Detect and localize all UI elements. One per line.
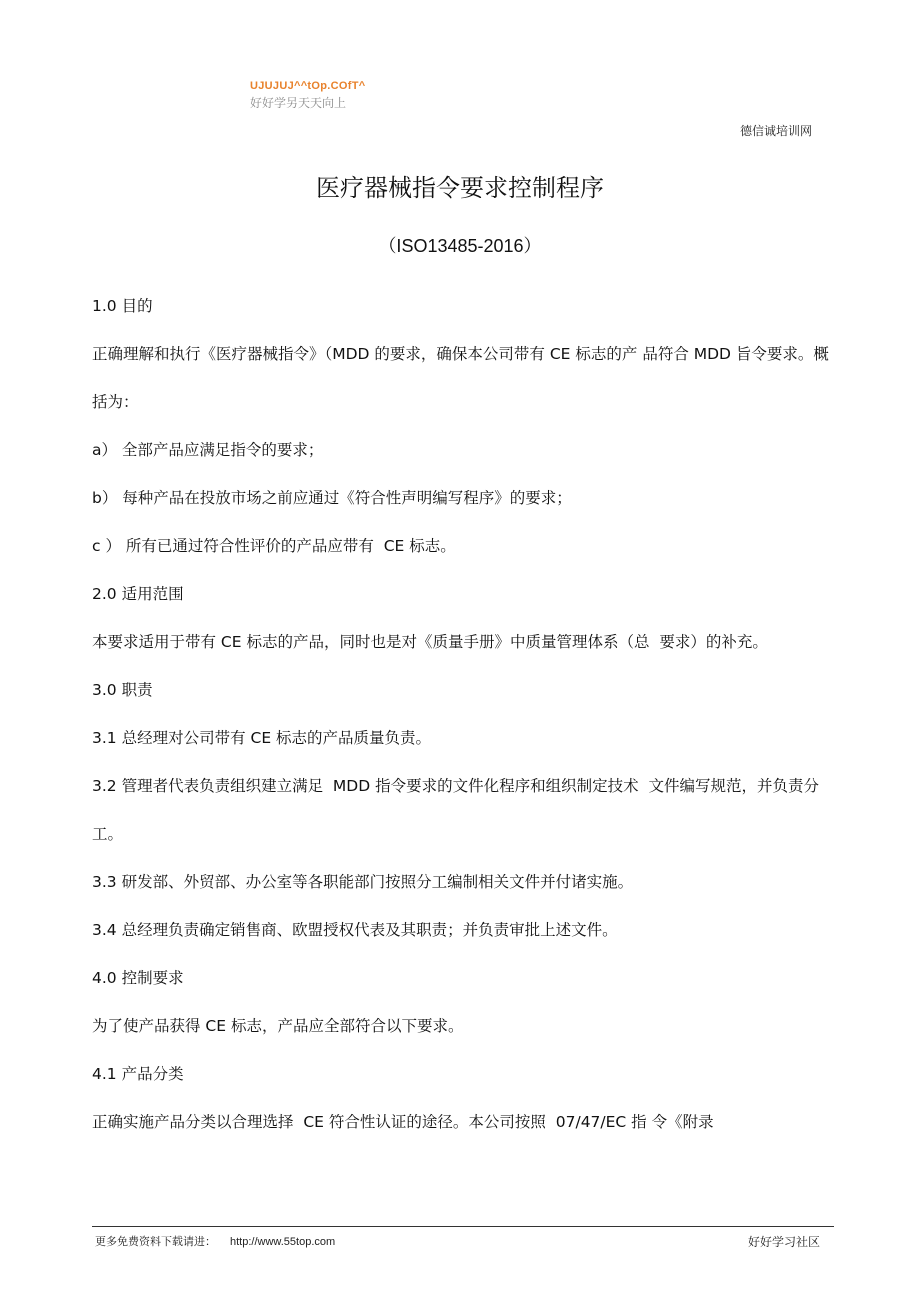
watermark-slogan: 好好学另天天向上 (250, 96, 347, 110)
paragraph-3-4: 3.4 总经理负责确定销售商、欧盟授权代表及其职责；并负责审批上述文件。 (92, 921, 618, 939)
footer-download (95, 1233, 335, 1249)
site-name: 德信诚培训网 (739, 124, 812, 138)
footer-url-link[interactable]: http://www.55top.com (230, 1236, 336, 1248)
document-body (92, 282, 838, 1146)
paragraph-3-2: 3.2 管理者代表负责组织建立满足 MDD 指令要求的文件化程序和组织制定技术 文件编写规范，并负责分工。 (92, 777, 819, 843)
watermark-code: UJUJUJ^^tOp.COfT^ (250, 80, 366, 92)
section-heading-control: 4.0 控制要求 (92, 969, 184, 987)
footer-divider (92, 1226, 834, 1227)
paragraph-classification: 正确实施产品分类以合理选择 CE 符合性认证的途径。本公司按照 07/47/EC 指 令《附录 (92, 1113, 714, 1131)
document-title: 医疗器械指令要求控制程序 (316, 174, 604, 202)
list-item-c: c ） 所有已通过符合性评价的产品应带有 CE 标志。 (92, 537, 456, 555)
paragraph-3-1: 3.1 总经理对公司带有 CE 标志的产品质量负责。 (92, 729, 432, 747)
document-subtitle: （ISO13485-2016） (378, 236, 542, 256)
footer-download-text: 更多免费资料下载请进： (95, 1235, 216, 1248)
list-item-b: b） 每种产品在投放市场之前应通过《符合性声明编写程序》的要求； (92, 489, 572, 507)
footer-community: 好好学习社区 (747, 1235, 820, 1249)
paragraph-scope: 本要求适用于带有 CE 标志的产品，同时也是对《质量手册》中质量管理体系（总 要求）的补充。 (92, 633, 768, 651)
section-heading-responsibilities: 3.0 职责 (92, 681, 153, 699)
section-heading-classification: 4.1 产品分类 (92, 1065, 184, 1083)
watermark (250, 80, 365, 111)
section-heading-purpose: 1.0 目的 (92, 297, 153, 315)
list-item-a: a） 全部产品应满足指令的要求； (92, 441, 324, 459)
section-heading-scope: 2.0 适用范围 (92, 585, 184, 603)
paragraph-control: 为了使产品获得 CE 标志，产品应全部符合以下要求。 (92, 1017, 464, 1035)
paragraph-3-3: 3.3 研发部、外贸部、办公室等各职能部门按照分工编制相关文件并付诸实施。 (92, 873, 634, 891)
paragraph-purpose: 正确理解和执行《医疗器械指令》（MDD 的要求，确保本公司带有 CE 标志的产 品符合 MDD 旨令要求。概括为： (92, 345, 829, 411)
